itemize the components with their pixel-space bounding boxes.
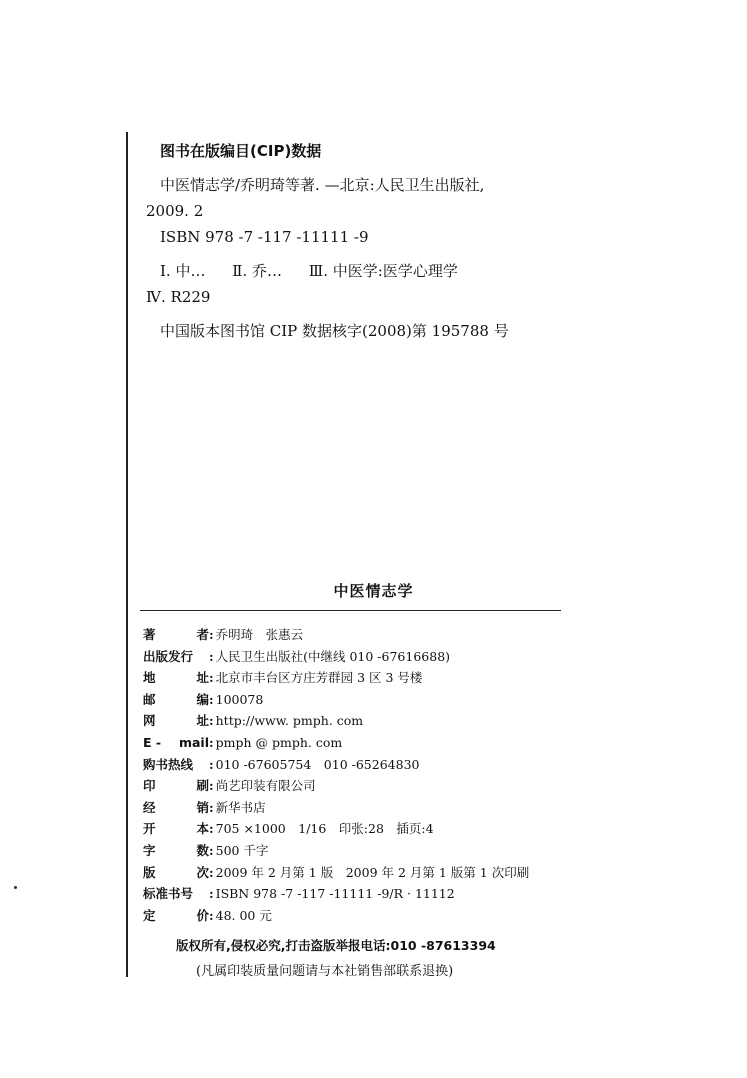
cip-class-1: Ⅰ. 中… xyxy=(160,262,206,280)
detail-label: 地 址 xyxy=(143,670,209,686)
returns-notice: (凡属印装质量问题请与本社销售部联系退换) xyxy=(196,964,454,979)
detail-row: 版 次 : 2009 年 2 月第 1 版 2009 年 2 月第 1 版第 1 次印刷 xyxy=(143,862,583,884)
detail-row: 字 数 : 500 千字 xyxy=(143,840,583,862)
detail-label: 著 者 xyxy=(143,627,209,642)
detail-label: 字 数 xyxy=(143,842,209,858)
detail-row: 购书热线 : 010 -67605754 010 -65264830 xyxy=(143,754,583,776)
scan-dot xyxy=(14,886,17,889)
cip-block xyxy=(146,138,566,344)
title-rule xyxy=(140,610,561,611)
detail-value: 010 -67605754 010 -65264830 xyxy=(215,756,420,772)
detail-label: 邮 编 xyxy=(143,691,209,707)
detail-label: E - mail xyxy=(143,734,209,750)
detail-value: 500 千字 xyxy=(215,842,269,858)
book-title: 中医情志学 xyxy=(333,582,414,600)
detail-label: 开 本 xyxy=(143,821,209,837)
detail-label: 经 销 xyxy=(143,799,209,815)
detail-value: ISBN 978 -7 -117 -11111 -9/R · 11112 xyxy=(215,886,455,902)
detail-value: http://www. pmph. com xyxy=(215,713,364,729)
copyright-notice: 版权所有,侵权必究,打击盗版举报电话:010 -87613394 xyxy=(176,938,496,953)
detail-row: 出版发行 : 人民卫生出版社(中继线 010 -67616688) xyxy=(143,646,583,668)
detail-row: 印 刷 : 尚艺印装有限公司 xyxy=(143,775,583,797)
detail-value: 48. 00 元 xyxy=(215,907,272,923)
cip-line-1: 中医情志学/乔明琦等著. —北京:人民卫生出版社, xyxy=(160,176,485,194)
cip-class-4: Ⅳ. R229 xyxy=(146,288,211,306)
detail-value: pmph @ pmph. com xyxy=(215,734,343,750)
detail-value: 乔明琦 张惠云 xyxy=(215,627,304,642)
detail-row: E - mail : pmph @ pmph. com xyxy=(143,732,583,754)
detail-value: 人民卫生出版社(中继线 010 -67616688) xyxy=(215,648,451,664)
detail-value: 2009 年 2 月第 1 版 2009 年 2 月第 1 版第 1 次印刷 xyxy=(215,864,530,880)
detail-label: 购书热线 xyxy=(143,756,194,772)
detail-row: 开 本 : 705 ×1000 1/16 印张:28 插页:4 xyxy=(143,818,583,840)
margin-rule xyxy=(126,132,128,977)
detail-row: 地 址 : 北京市丰台区方庄芳群园 3 区 3 号楼 xyxy=(143,667,583,689)
cip-number: 中国版本图书馆 CIP 数据核字(2008)第 195788 号 xyxy=(160,322,509,340)
detail-label: 印 刷 xyxy=(143,778,209,794)
detail-label: 网 址 xyxy=(143,713,209,729)
cip-class-2: Ⅱ. 乔… xyxy=(232,262,282,280)
detail-label: 标准书号 xyxy=(143,886,194,902)
cip-isbn: ISBN 978 -7 -117 -11111 -9 xyxy=(160,228,369,246)
detail-value: 尚艺印装有限公司 xyxy=(215,778,316,794)
detail-label: 定 价 xyxy=(143,907,209,923)
detail-row: 著 者 : 乔明琦 张惠云 xyxy=(143,624,583,646)
detail-value: 705 ×1000 1/16 印张:28 插页:4 xyxy=(215,821,434,837)
cip-heading: 图书在版编目(CIP)数据 xyxy=(160,142,322,160)
cip-class-3: Ⅲ. 中医学:医学心理学 xyxy=(308,262,458,280)
detail-label: 出版发行 xyxy=(143,648,194,664)
publication-details xyxy=(143,624,583,926)
detail-row: 定 价 : 48. 00 元 xyxy=(143,905,583,927)
detail-row: 经 销 : 新华书店 xyxy=(143,797,583,819)
detail-label: 版 次 xyxy=(143,864,209,880)
detail-row: 网 址 : http://www. pmph. com xyxy=(143,710,583,732)
detail-value: 新华书店 xyxy=(215,799,266,815)
detail-value: 北京市丰台区方庄芳群园 3 区 3 号楼 xyxy=(215,670,423,686)
detail-row: 标准书号 : ISBN 978 -7 -117 -11111 -9/R · 11112 xyxy=(143,883,583,905)
cip-classification xyxy=(146,258,566,284)
detail-value: 100078 xyxy=(215,691,264,707)
detail-row: 邮 编 : 100078 xyxy=(143,689,583,711)
cip-line-2: 2009. 2 xyxy=(146,202,204,220)
